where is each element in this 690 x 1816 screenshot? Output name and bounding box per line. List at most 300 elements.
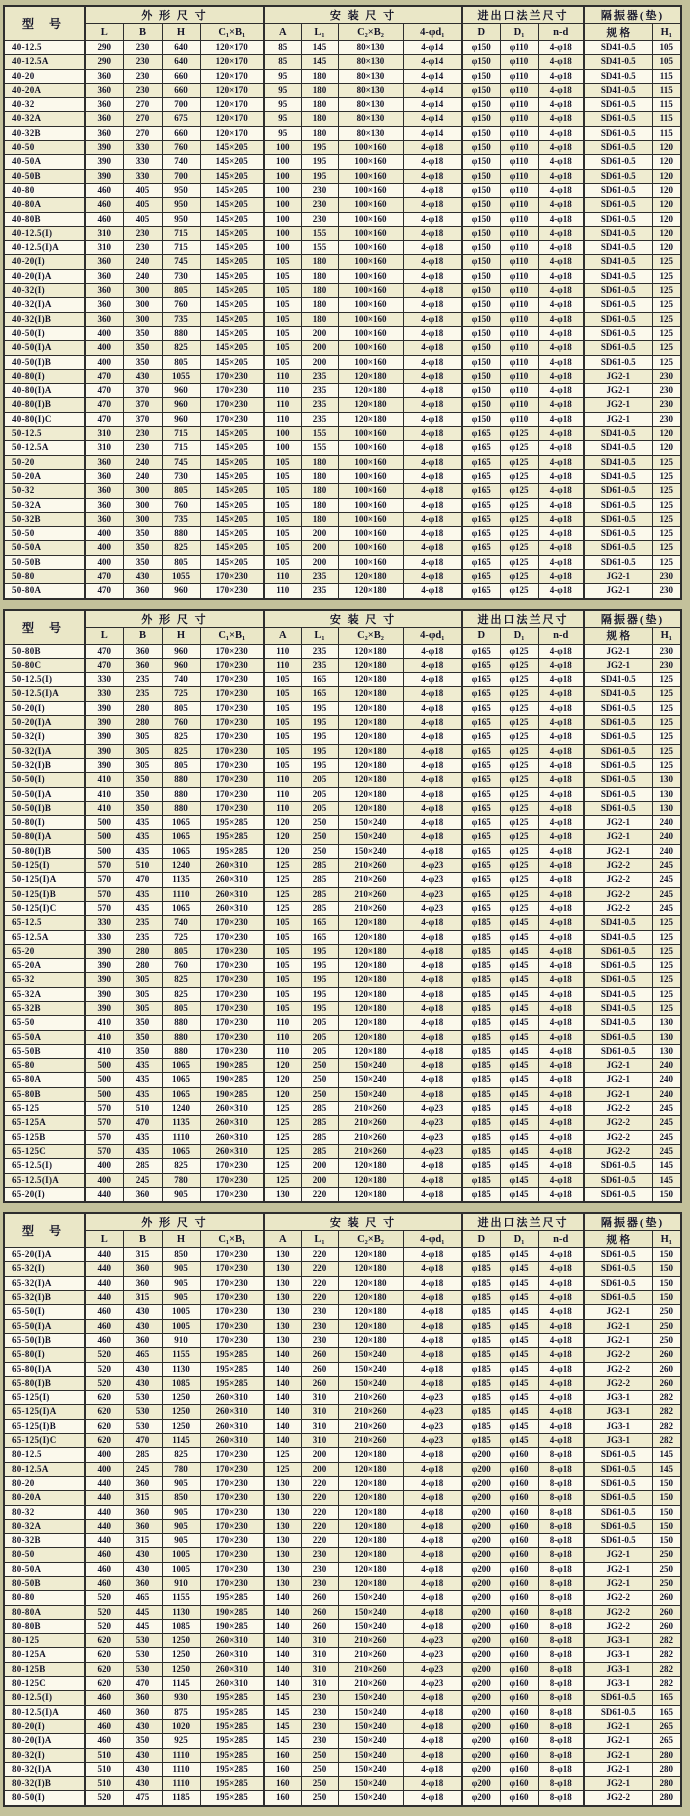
value-cell: 805 bbox=[162, 555, 200, 569]
value-cell: 715 bbox=[162, 441, 200, 455]
value-cell: 180 bbox=[301, 284, 338, 298]
value-cell: 4-φ18 bbox=[403, 1519, 462, 1533]
model-cell: 40-80(I)A bbox=[4, 384, 85, 398]
value-cell: 310 bbox=[85, 241, 123, 255]
value-cell: 100×160 bbox=[338, 298, 403, 312]
value-cell: φ145 bbox=[500, 1405, 538, 1419]
value-cell: 145 bbox=[264, 1734, 301, 1748]
value-cell: 4-φ23 bbox=[403, 1648, 462, 1662]
value-cell: 350 bbox=[123, 355, 162, 369]
value-cell: 235 bbox=[123, 673, 162, 687]
value-cell: 880 bbox=[162, 326, 200, 340]
model-cell: 40-20(I)A bbox=[4, 269, 85, 283]
value-cell: 130 bbox=[652, 1044, 681, 1058]
value-cell: φ165 bbox=[462, 801, 500, 815]
model-cell: 50-12.5 bbox=[4, 427, 85, 441]
value-cell: 105 bbox=[264, 255, 301, 269]
value-cell: 715 bbox=[162, 241, 200, 255]
value-cell: 170×230 bbox=[200, 1562, 264, 1576]
value-cell: 100×160 bbox=[338, 441, 403, 455]
model-cell: 40-80A bbox=[4, 198, 85, 212]
group-header: 进出口法兰尺寸 bbox=[462, 610, 584, 628]
value-cell: JG2-1 bbox=[584, 1777, 652, 1791]
value-cell: 330 bbox=[85, 916, 123, 930]
value-cell: φ150 bbox=[462, 241, 500, 255]
model-cell: 65-12.5(I)A bbox=[4, 1173, 85, 1187]
value-cell: 145 bbox=[652, 1159, 681, 1173]
table-row bbox=[4, 959, 681, 973]
value-cell: 250 bbox=[301, 830, 338, 844]
value-cell: 510 bbox=[85, 1748, 123, 1762]
value-cell: JG2-2 bbox=[584, 1348, 652, 1362]
value-cell: 4-φ18 bbox=[403, 844, 462, 858]
value-cell: φ125 bbox=[500, 744, 538, 758]
value-cell: 310 bbox=[301, 1419, 338, 1433]
model-cell: 65-32(I)A bbox=[4, 1276, 85, 1290]
value-cell: 310 bbox=[85, 427, 123, 441]
value-cell: 805 bbox=[162, 284, 200, 298]
model-cell: 80-32 bbox=[4, 1505, 85, 1519]
value-cell: 150 bbox=[652, 1276, 681, 1290]
model-cell: 80-125B bbox=[4, 1662, 85, 1676]
value-cell: 105 bbox=[264, 744, 301, 758]
value-cell: 195×285 bbox=[200, 1591, 264, 1605]
value-cell: SD61-0.5 bbox=[584, 1534, 652, 1548]
value-cell: 120 bbox=[652, 169, 681, 183]
value-cell: 4-φ18 bbox=[403, 427, 462, 441]
value-cell: φ185 bbox=[462, 1362, 500, 1376]
value-cell: SD61-0.5 bbox=[584, 1044, 652, 1058]
value-cell: 195 bbox=[301, 744, 338, 758]
column-header: B bbox=[123, 1231, 162, 1248]
value-cell: 4-φ18 bbox=[403, 284, 462, 298]
value-cell: 360 bbox=[123, 1705, 162, 1719]
value-cell: 130 bbox=[264, 1291, 301, 1305]
value-cell: φ200 bbox=[462, 1476, 500, 1490]
value-cell: 125 bbox=[652, 541, 681, 555]
value-cell: 230 bbox=[652, 658, 681, 672]
value-cell: 145×205 bbox=[200, 341, 264, 355]
value-cell: 440 bbox=[85, 1276, 123, 1290]
value-cell: 100×160 bbox=[338, 341, 403, 355]
value-cell: 4-φ14 bbox=[403, 112, 462, 126]
value-cell: 4-φ18 bbox=[403, 355, 462, 369]
value-cell: 100×160 bbox=[338, 498, 403, 512]
table-row bbox=[4, 658, 681, 672]
value-cell: SD41-0.5 bbox=[584, 226, 652, 240]
value-cell: 960 bbox=[162, 584, 200, 599]
value-cell: 120×170 bbox=[200, 69, 264, 83]
value-cell: 120×170 bbox=[200, 126, 264, 140]
value-cell: 4-φ18 bbox=[538, 1305, 584, 1319]
value-cell: SD61-0.5 bbox=[584, 1262, 652, 1276]
value-cell: 470 bbox=[85, 412, 123, 426]
value-cell: 1005 bbox=[162, 1319, 200, 1333]
value-cell: 4-φ18 bbox=[538, 1376, 584, 1390]
value-cell: φ200 bbox=[462, 1634, 500, 1648]
table-row bbox=[4, 384, 681, 398]
value-cell: JG2-1 bbox=[584, 816, 652, 830]
value-cell: 100 bbox=[264, 155, 301, 169]
value-cell: SD41-0.5 bbox=[584, 69, 652, 83]
value-cell: 4-φ18 bbox=[538, 687, 584, 701]
model-cell: 40-50B bbox=[4, 169, 85, 183]
value-cell: 4-φ18 bbox=[538, 326, 584, 340]
value-cell: 105 bbox=[264, 512, 301, 526]
value-cell: 390 bbox=[85, 973, 123, 987]
value-cell: 1250 bbox=[162, 1648, 200, 1662]
value-cell: 235 bbox=[301, 369, 338, 383]
value-cell: 120 bbox=[652, 427, 681, 441]
value-cell: 130 bbox=[264, 1548, 301, 1562]
value-cell: φ165 bbox=[462, 744, 500, 758]
value-cell: φ125 bbox=[500, 469, 538, 483]
value-cell: 180 bbox=[301, 469, 338, 483]
value-cell: 430 bbox=[123, 1562, 162, 1576]
value-cell: 195×285 bbox=[200, 1762, 264, 1776]
value-cell: 570 bbox=[85, 1102, 123, 1116]
value-cell: JG3-1 bbox=[584, 1434, 652, 1448]
table-row bbox=[4, 1691, 681, 1705]
value-cell: 145×205 bbox=[200, 484, 264, 498]
value-cell: φ165 bbox=[462, 730, 500, 744]
table-row bbox=[4, 644, 681, 658]
column-header: D bbox=[462, 627, 500, 644]
value-cell: 120 bbox=[652, 183, 681, 197]
value-cell: 170×230 bbox=[200, 673, 264, 687]
value-cell: 310 bbox=[301, 1677, 338, 1691]
table-row bbox=[4, 1276, 681, 1290]
model-cell: 65-80A bbox=[4, 1073, 85, 1087]
value-cell: 4-φ18 bbox=[403, 1576, 462, 1590]
value-cell: φ160 bbox=[500, 1619, 538, 1633]
value-cell: 260 bbox=[652, 1591, 681, 1605]
value-cell: 330 bbox=[85, 673, 123, 687]
value-cell: φ145 bbox=[500, 1391, 538, 1405]
value-cell: 4-φ18 bbox=[403, 1187, 462, 1202]
model-cell: 80-80B bbox=[4, 1619, 85, 1633]
value-cell: 350 bbox=[123, 1044, 162, 1058]
column-header: A bbox=[264, 1231, 301, 1248]
value-cell: 4-φ18 bbox=[403, 1248, 462, 1262]
value-cell: 250 bbox=[301, 1791, 338, 1806]
value-cell: 140 bbox=[264, 1419, 301, 1433]
value-cell: 125 bbox=[652, 326, 681, 340]
value-cell: 400 bbox=[85, 355, 123, 369]
value-cell: 220 bbox=[301, 1291, 338, 1305]
value-cell: 125 bbox=[652, 469, 681, 483]
value-cell: 440 bbox=[85, 1291, 123, 1305]
value-cell: 950 bbox=[162, 183, 200, 197]
value-cell: 4-φ18 bbox=[538, 455, 584, 469]
value-cell: 700 bbox=[162, 169, 200, 183]
value-cell: 190×285 bbox=[200, 1605, 264, 1619]
value-cell: 905 bbox=[162, 1262, 200, 1276]
value-cell: SD61-0.5 bbox=[584, 1462, 652, 1476]
value-cell: 880 bbox=[162, 1030, 200, 1044]
value-cell: φ160 bbox=[500, 1791, 538, 1806]
model-cell: 50-32B bbox=[4, 512, 85, 526]
value-cell: φ110 bbox=[500, 298, 538, 312]
value-cell: 170×230 bbox=[200, 787, 264, 801]
value-cell: φ110 bbox=[500, 226, 538, 240]
value-cell: 230 bbox=[301, 1305, 338, 1319]
value-cell: 125 bbox=[652, 455, 681, 469]
value-cell: 195×285 bbox=[200, 1734, 264, 1748]
value-cell: SD61-0.5 bbox=[584, 355, 652, 369]
value-cell: φ165 bbox=[462, 644, 500, 658]
value-cell: φ125 bbox=[500, 498, 538, 512]
value-cell: 150 bbox=[652, 1519, 681, 1533]
value-cell: 105 bbox=[264, 944, 301, 958]
value-cell: φ145 bbox=[500, 930, 538, 944]
model-column-header: 型 号 bbox=[4, 6, 85, 41]
value-cell: 730 bbox=[162, 469, 200, 483]
value-cell: 4-φ18 bbox=[403, 716, 462, 730]
value-cell: 170×230 bbox=[200, 658, 264, 672]
value-cell: 880 bbox=[162, 527, 200, 541]
column-header: H bbox=[162, 24, 200, 41]
column-header: 4-φd₁ bbox=[403, 1231, 462, 1248]
value-cell: SD41-0.5 bbox=[584, 930, 652, 944]
value-cell: φ160 bbox=[500, 1705, 538, 1719]
table-row bbox=[4, 859, 681, 873]
value-cell: 120×180 bbox=[338, 1276, 403, 1290]
value-cell: φ150 bbox=[462, 155, 500, 169]
value-cell: SD61-0.5 bbox=[584, 701, 652, 715]
value-cell: 4-φ18 bbox=[403, 801, 462, 815]
value-cell: φ200 bbox=[462, 1462, 500, 1476]
value-cell: 825 bbox=[162, 973, 200, 987]
value-cell: 260 bbox=[652, 1605, 681, 1619]
value-cell: 4-φ18 bbox=[403, 1719, 462, 1733]
value-cell: 220 bbox=[301, 1505, 338, 1519]
value-cell: 435 bbox=[123, 1059, 162, 1073]
value-cell: 4-φ18 bbox=[538, 384, 584, 398]
value-cell: 195×285 bbox=[200, 1748, 264, 1762]
model-cell: 80-20 bbox=[4, 1476, 85, 1490]
value-cell: 100×160 bbox=[338, 241, 403, 255]
value-cell: 330 bbox=[85, 930, 123, 944]
model-cell: 80-20(I) bbox=[4, 1719, 85, 1733]
value-cell: JG2-1 bbox=[584, 1748, 652, 1762]
value-cell: 120×180 bbox=[338, 959, 403, 973]
value-cell: 530 bbox=[123, 1391, 162, 1405]
value-cell: JG2-1 bbox=[584, 830, 652, 844]
value-cell: φ160 bbox=[500, 1548, 538, 1562]
value-cell: 245 bbox=[652, 1102, 681, 1116]
value-cell: 285 bbox=[301, 1144, 338, 1158]
table-row bbox=[4, 1791, 681, 1806]
value-cell: φ200 bbox=[462, 1448, 500, 1462]
value-cell: 825 bbox=[162, 730, 200, 744]
model-cell: 80-32(I)A bbox=[4, 1762, 85, 1776]
table-row bbox=[4, 355, 681, 369]
value-cell: 4-φ18 bbox=[538, 527, 584, 541]
model-cell: 50-80(I)A bbox=[4, 830, 85, 844]
value-cell: 4-φ18 bbox=[538, 844, 584, 858]
value-cell: φ110 bbox=[500, 183, 538, 197]
value-cell: 460 bbox=[85, 183, 123, 197]
value-cell: 4-φ23 bbox=[403, 887, 462, 901]
value-cell: 4-φ18 bbox=[538, 298, 584, 312]
model-cell: 80-125A bbox=[4, 1648, 85, 1662]
value-cell: 105 bbox=[264, 469, 301, 483]
value-cell: 1065 bbox=[162, 1059, 200, 1073]
value-cell: SD61-0.5 bbox=[584, 1187, 652, 1202]
value-cell: 125 bbox=[652, 355, 681, 369]
value-cell: 4-φ18 bbox=[403, 198, 462, 212]
value-cell: 170×230 bbox=[200, 1319, 264, 1333]
table-row bbox=[4, 744, 681, 758]
value-cell: JG2-1 bbox=[584, 1073, 652, 1087]
value-cell: 4-φ18 bbox=[538, 355, 584, 369]
value-cell: 4-φ18 bbox=[538, 701, 584, 715]
value-cell: 125 bbox=[652, 484, 681, 498]
table-row bbox=[4, 427, 681, 441]
value-cell: 4-φ18 bbox=[538, 1333, 584, 1347]
value-cell: 245 bbox=[652, 1144, 681, 1158]
value-cell: 105 bbox=[264, 455, 301, 469]
value-cell: 190×285 bbox=[200, 1619, 264, 1633]
value-cell: 250 bbox=[652, 1562, 681, 1576]
table-row bbox=[4, 141, 681, 155]
model-cell: 65-125(I) bbox=[4, 1391, 85, 1405]
value-cell: 145×205 bbox=[200, 284, 264, 298]
model-cell: 50-50(I)A bbox=[4, 787, 85, 801]
value-cell: φ145 bbox=[500, 1102, 538, 1116]
value-cell: 390 bbox=[85, 155, 123, 169]
value-cell: 120×180 bbox=[338, 1519, 403, 1533]
value-cell: 4-φ18 bbox=[403, 326, 462, 340]
value-cell: φ110 bbox=[500, 312, 538, 326]
value-cell: 110 bbox=[264, 584, 301, 599]
value-cell: 805 bbox=[162, 701, 200, 715]
value-cell: φ145 bbox=[500, 1419, 538, 1433]
value-cell: 825 bbox=[162, 341, 200, 355]
value-cell: JG2-2 bbox=[584, 1376, 652, 1390]
model-cell: 65-125B bbox=[4, 1130, 85, 1144]
value-cell: 100×160 bbox=[338, 198, 403, 212]
value-cell: 110 bbox=[264, 787, 301, 801]
value-cell: 4-φ18 bbox=[538, 873, 584, 887]
value-cell: 530 bbox=[123, 1634, 162, 1648]
column-header: D₁ bbox=[500, 627, 538, 644]
value-cell: 120×180 bbox=[338, 987, 403, 1001]
table-row bbox=[4, 1059, 681, 1073]
value-cell: 80×130 bbox=[338, 55, 403, 69]
table-row bbox=[4, 1419, 681, 1433]
value-cell: 1250 bbox=[162, 1634, 200, 1648]
value-cell: 195×285 bbox=[200, 1691, 264, 1705]
value-cell: 460 bbox=[85, 1305, 123, 1319]
value-cell: 620 bbox=[85, 1405, 123, 1419]
value-cell: 4-φ18 bbox=[403, 384, 462, 398]
value-cell: 4-φ14 bbox=[403, 83, 462, 97]
value-cell: 270 bbox=[123, 98, 162, 112]
value-cell: φ150 bbox=[462, 369, 500, 383]
value-cell: 905 bbox=[162, 1519, 200, 1533]
column-header: A bbox=[264, 24, 301, 41]
value-cell: 370 bbox=[123, 384, 162, 398]
value-cell: JG2-1 bbox=[584, 1734, 652, 1748]
value-cell: JG3-1 bbox=[584, 1391, 652, 1405]
value-cell: SD61-0.5 bbox=[584, 944, 652, 958]
value-cell: 105 bbox=[264, 673, 301, 687]
table-row bbox=[4, 1705, 681, 1719]
value-cell: 400 bbox=[85, 527, 123, 541]
value-cell: 235 bbox=[123, 687, 162, 701]
value-cell: 4-φ18 bbox=[403, 512, 462, 526]
value-cell: 220 bbox=[301, 1519, 338, 1533]
value-cell: 105 bbox=[264, 716, 301, 730]
table-row bbox=[4, 901, 681, 915]
value-cell: 305 bbox=[123, 744, 162, 758]
value-cell: 905 bbox=[162, 1505, 200, 1519]
value-cell: φ185 bbox=[462, 1262, 500, 1276]
value-cell: 200 bbox=[301, 1448, 338, 1462]
value-cell: 125 bbox=[652, 744, 681, 758]
value-cell: 230 bbox=[123, 241, 162, 255]
value-cell: SD41-0.5 bbox=[584, 673, 652, 687]
value-cell: 310 bbox=[301, 1662, 338, 1676]
value-cell: 200 bbox=[301, 341, 338, 355]
value-cell: SD61-0.5 bbox=[584, 801, 652, 815]
value-cell: 230 bbox=[652, 644, 681, 658]
value-cell: 120 bbox=[652, 212, 681, 226]
value-cell: 245 bbox=[652, 859, 681, 873]
group-header: 隔振器(垫) bbox=[584, 1213, 681, 1231]
value-cell: 4-φ18 bbox=[403, 830, 462, 844]
value-cell: 260×310 bbox=[200, 1648, 264, 1662]
value-cell: 8-φ18 bbox=[538, 1448, 584, 1462]
value-cell: 440 bbox=[85, 1187, 123, 1202]
value-cell: 4-φ23 bbox=[403, 1116, 462, 1130]
value-cell: JG2-2 bbox=[584, 873, 652, 887]
value-cell: φ145 bbox=[500, 959, 538, 973]
model-cell: 40-32(I)A bbox=[4, 298, 85, 312]
value-cell: 130 bbox=[264, 1562, 301, 1576]
model-cell: 65-20(I) bbox=[4, 1187, 85, 1202]
value-cell: 195 bbox=[301, 155, 338, 169]
value-cell: 360 bbox=[85, 512, 123, 526]
value-cell: 150×240 bbox=[338, 1791, 403, 1806]
value-cell: 4-φ18 bbox=[403, 1505, 462, 1519]
value-cell: 170×230 bbox=[200, 1291, 264, 1305]
value-cell: 205 bbox=[301, 1016, 338, 1030]
value-cell: 4-φ18 bbox=[403, 658, 462, 672]
value-cell: 145×205 bbox=[200, 298, 264, 312]
value-cell: 4-φ18 bbox=[403, 644, 462, 658]
value-cell: 170×230 bbox=[200, 1262, 264, 1276]
value-cell: 100×160 bbox=[338, 455, 403, 469]
table-row bbox=[4, 787, 681, 801]
value-cell: 620 bbox=[85, 1419, 123, 1433]
value-cell: 210×260 bbox=[338, 1130, 403, 1144]
table-row bbox=[4, 944, 681, 958]
value-cell: 145×205 bbox=[200, 512, 264, 526]
value-cell: 4-φ18 bbox=[538, 644, 584, 658]
value-cell: 735 bbox=[162, 312, 200, 326]
value-cell: 125 bbox=[264, 901, 301, 915]
model-cell: 80-50 bbox=[4, 1548, 85, 1562]
value-cell: 195×285 bbox=[200, 844, 264, 858]
value-cell: SD61-0.5 bbox=[584, 1505, 652, 1519]
model-cell: 80-125 bbox=[4, 1634, 85, 1648]
value-cell: 282 bbox=[652, 1634, 681, 1648]
value-cell: 4-φ18 bbox=[538, 69, 584, 83]
value-cell: 145×205 bbox=[200, 541, 264, 555]
